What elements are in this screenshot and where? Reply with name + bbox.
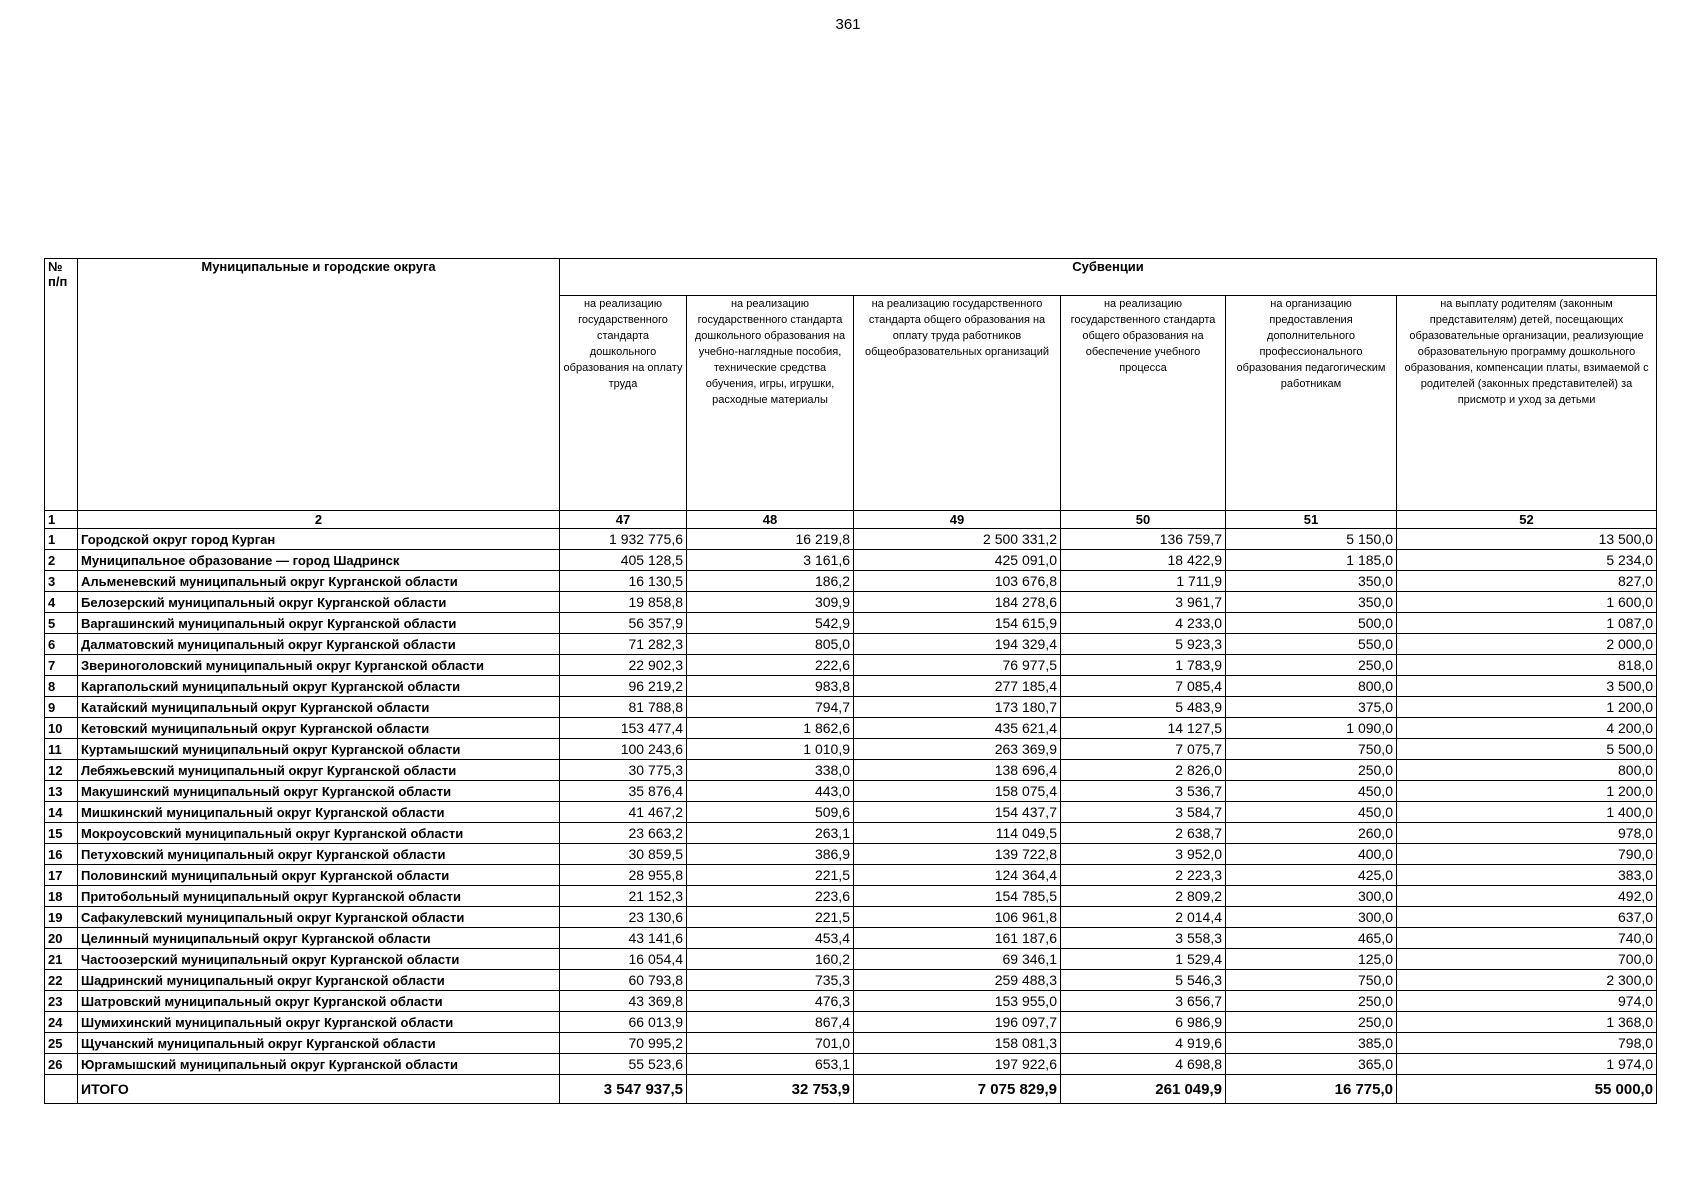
row-index: 20: [45, 928, 78, 949]
row-index: 5: [45, 613, 78, 634]
district-name: Белозерский муниципальный округ Курганской области: [78, 592, 560, 613]
header-col-47: на реализацию государственного стандарта дошкольного образования на оплату труда: [560, 296, 687, 511]
value-cell: 450,0: [1226, 781, 1397, 802]
value-cell: 3 584,7: [1061, 802, 1226, 823]
value-cell: 500,0: [1226, 613, 1397, 634]
table-row: [45, 613, 1657, 634]
value-cell: 827,0: [1397, 571, 1657, 592]
district-name: Петуховский муниципальный округ Курганской области: [78, 844, 560, 865]
value-cell: 653,1: [687, 1054, 854, 1075]
value-cell: 196 097,7: [854, 1012, 1061, 1033]
table-row: [45, 823, 1657, 844]
value-cell: 1 200,0: [1397, 697, 1657, 718]
column-number: 52: [1397, 511, 1657, 529]
district-name: Шадринский муниципальный округ Курганской области: [78, 970, 560, 991]
value-cell: 259 488,3: [854, 970, 1061, 991]
value-cell: 153 955,0: [854, 991, 1061, 1012]
column-number: 1: [45, 511, 78, 529]
value-cell: 465,0: [1226, 928, 1397, 949]
row-index: 16: [45, 844, 78, 865]
value-cell: 16 054,4: [560, 949, 687, 970]
value-cell: 5 923,3: [1061, 634, 1226, 655]
value-cell: 250,0: [1226, 991, 1397, 1012]
table-row: [45, 634, 1657, 655]
total-value: 32 753,9: [687, 1075, 854, 1104]
district-name: Притобольный муниципальный округ Курганской области: [78, 886, 560, 907]
value-cell: 4 233,0: [1061, 613, 1226, 634]
value-cell: 7 075,7: [1061, 739, 1226, 760]
value-cell: 800,0: [1226, 676, 1397, 697]
row-index: 12: [45, 760, 78, 781]
value-cell: 223,6: [687, 886, 854, 907]
value-cell: 160,2: [687, 949, 854, 970]
row-index: 21: [45, 949, 78, 970]
value-cell: 41 467,2: [560, 802, 687, 823]
value-cell: 184 278,6: [854, 592, 1061, 613]
value-cell: 56 357,9: [560, 613, 687, 634]
value-cell: 1 974,0: [1397, 1054, 1657, 1075]
value-cell: 1 783,9: [1061, 655, 1226, 676]
value-cell: 250,0: [1226, 760, 1397, 781]
value-cell: 66 013,9: [560, 1012, 687, 1033]
district-name: Юргамышский муниципальный округ Курганской области: [78, 1054, 560, 1075]
row-index: 26: [45, 1054, 78, 1075]
value-cell: 70 995,2: [560, 1033, 687, 1054]
district-name: Звериноголовский муниципальный округ Курганской области: [78, 655, 560, 676]
table-row: [45, 676, 1657, 697]
value-cell: 338,0: [687, 760, 854, 781]
value-cell: 221,5: [687, 865, 854, 886]
value-cell: 124 364,4: [854, 865, 1061, 886]
value-cell: 450,0: [1226, 802, 1397, 823]
column-number: 49: [854, 511, 1061, 529]
header-col-52: на выплату родителям (законным представителям) детей, посещающих образовательные организации, реализующие образовательную программу дошкольного образования, компенсации платы, взимаемой с родителей (законных представителей) за присмотр и уход за детьми: [1397, 296, 1657, 511]
value-cell: 19 858,8: [560, 592, 687, 613]
row-index: 18: [45, 886, 78, 907]
total-row: [45, 1075, 1657, 1104]
row-index: 10: [45, 718, 78, 739]
value-cell: 700,0: [1397, 949, 1657, 970]
subventions-table: [44, 258, 1657, 1104]
row-index: 23: [45, 991, 78, 1012]
value-cell: 1 862,6: [687, 718, 854, 739]
row-index: 14: [45, 802, 78, 823]
header-district: Муниципальные и городские округа: [78, 259, 560, 511]
table-row: [45, 949, 1657, 970]
value-cell: 21 152,3: [560, 886, 687, 907]
value-cell: 154 615,9: [854, 613, 1061, 634]
header-col-50: на реализацию государственного стандарта общего образования на обеспечение учебного процесса: [1061, 296, 1226, 511]
value-cell: 790,0: [1397, 844, 1657, 865]
value-cell: 701,0: [687, 1033, 854, 1054]
column-number: 48: [687, 511, 854, 529]
value-cell: 60 793,8: [560, 970, 687, 991]
row-index: 6: [45, 634, 78, 655]
value-cell: 386,9: [687, 844, 854, 865]
value-cell: 1 010,9: [687, 739, 854, 760]
value-cell: 5 483,9: [1061, 697, 1226, 718]
value-cell: 350,0: [1226, 571, 1397, 592]
table-row: [45, 739, 1657, 760]
district-name: Куртамышский муниципальный округ Курганской области: [78, 739, 560, 760]
value-cell: 1 711,9: [1061, 571, 1226, 592]
value-cell: 81 788,8: [560, 697, 687, 718]
value-cell: 154 785,5: [854, 886, 1061, 907]
value-cell: 161 187,6: [854, 928, 1061, 949]
value-cell: 735,3: [687, 970, 854, 991]
value-cell: 30 775,3: [560, 760, 687, 781]
row-index: 4: [45, 592, 78, 613]
row-index: 22: [45, 970, 78, 991]
value-cell: 3 952,0: [1061, 844, 1226, 865]
district-name: Частоозерский муниципальный округ Курганской области: [78, 949, 560, 970]
row-index: 19: [45, 907, 78, 928]
total-label: ИТОГО: [78, 1075, 560, 1104]
value-cell: 542,9: [687, 613, 854, 634]
value-cell: 154 437,7: [854, 802, 1061, 823]
header-col-51: на организацию предоставления дополнительного профессионального образования педагогическим работникам: [1226, 296, 1397, 511]
value-cell: 7 085,4: [1061, 676, 1226, 697]
table-row: [45, 991, 1657, 1012]
value-cell: 260,0: [1226, 823, 1397, 844]
total-value: 16 775,0: [1226, 1075, 1397, 1104]
total-value: 3 547 937,5: [560, 1075, 687, 1104]
header-col-48: на реализацию государственного стандарта дошкольного образования на учебно-наглядные пособия, технические средства обучения, игры, игрушки, расходные материалы: [687, 296, 854, 511]
value-cell: 197 922,6: [854, 1054, 1061, 1075]
value-cell: 425,0: [1226, 865, 1397, 886]
table-row: [45, 1012, 1657, 1033]
value-cell: 4 919,6: [1061, 1033, 1226, 1054]
row-index: 17: [45, 865, 78, 886]
district-name: Половинский муниципальный округ Курганской области: [78, 865, 560, 886]
value-cell: 2 809,2: [1061, 886, 1226, 907]
value-cell: 5 500,0: [1397, 739, 1657, 760]
total-value: 55 000,0: [1397, 1075, 1657, 1104]
value-cell: 221,5: [687, 907, 854, 928]
value-cell: 4 200,0: [1397, 718, 1657, 739]
table-row: [45, 1054, 1657, 1075]
value-cell: 2 223,3: [1061, 865, 1226, 886]
value-cell: 250,0: [1226, 655, 1397, 676]
value-cell: 136 759,7: [1061, 529, 1226, 550]
table-row: [45, 802, 1657, 823]
header-row-top: [45, 259, 1657, 296]
district-name: Кетовский муниципальный округ Курганской области: [78, 718, 560, 739]
table-row: [45, 655, 1657, 676]
value-cell: 16 219,8: [687, 529, 854, 550]
row-index: 2: [45, 550, 78, 571]
value-cell: 3 500,0: [1397, 676, 1657, 697]
value-cell: 158 081,3: [854, 1033, 1061, 1054]
value-cell: 740,0: [1397, 928, 1657, 949]
district-name: Щучанский муниципальный округ Курганской области: [78, 1033, 560, 1054]
table-row: [45, 571, 1657, 592]
value-cell: 443,0: [687, 781, 854, 802]
value-cell: 5 150,0: [1226, 529, 1397, 550]
value-cell: 103 676,8: [854, 571, 1061, 592]
row-index: 3: [45, 571, 78, 592]
value-cell: 983,8: [687, 676, 854, 697]
value-cell: 1 185,0: [1226, 550, 1397, 571]
value-cell: 35 876,4: [560, 781, 687, 802]
value-cell: 18 422,9: [1061, 550, 1226, 571]
row-index: 9: [45, 697, 78, 718]
value-cell: 798,0: [1397, 1033, 1657, 1054]
table-row: [45, 592, 1657, 613]
table-row: [45, 928, 1657, 949]
value-cell: 800,0: [1397, 760, 1657, 781]
value-cell: 2 638,7: [1061, 823, 1226, 844]
value-cell: 6 986,9: [1061, 1012, 1226, 1033]
district-name: Шумихинский муниципальный округ Курганской области: [78, 1012, 560, 1033]
value-cell: 139 722,8: [854, 844, 1061, 865]
value-cell: 173 180,7: [854, 697, 1061, 718]
value-cell: 138 696,4: [854, 760, 1061, 781]
value-cell: 14 127,5: [1061, 718, 1226, 739]
column-number: 2: [78, 511, 560, 529]
value-cell: 69 346,1: [854, 949, 1061, 970]
value-cell: 383,0: [1397, 865, 1657, 886]
district-name: Городской округ город Курган: [78, 529, 560, 550]
row-index: 1: [45, 529, 78, 550]
value-cell: 5 546,3: [1061, 970, 1226, 991]
value-cell: 867,4: [687, 1012, 854, 1033]
value-cell: 350,0: [1226, 592, 1397, 613]
row-index: 7: [45, 655, 78, 676]
header-index: № п/п: [45, 259, 78, 511]
value-cell: 309,9: [687, 592, 854, 613]
table-row: [45, 718, 1657, 739]
value-cell: 3 558,3: [1061, 928, 1226, 949]
value-cell: 3 161,6: [687, 550, 854, 571]
value-cell: 250,0: [1226, 1012, 1397, 1033]
value-cell: 96 219,2: [560, 676, 687, 697]
value-cell: 16 130,5: [560, 571, 687, 592]
value-cell: 30 859,5: [560, 844, 687, 865]
total-index-empty: [45, 1075, 78, 1104]
header-row-numbers: [45, 511, 1657, 529]
column-number: 51: [1226, 511, 1397, 529]
district-name: Альменевский муниципальный округ Курганской области: [78, 571, 560, 592]
district-name: Шатровский муниципальный округ Курганской области: [78, 991, 560, 1012]
value-cell: 300,0: [1226, 907, 1397, 928]
district-name: Мокроусовский муниципальный округ Курганской области: [78, 823, 560, 844]
district-name: Сафакулевский муниципальный округ Курганской области: [78, 907, 560, 928]
value-cell: 637,0: [1397, 907, 1657, 928]
value-cell: 1 090,0: [1226, 718, 1397, 739]
column-number: 47: [560, 511, 687, 529]
value-cell: 425 091,0: [854, 550, 1061, 571]
table-row: [45, 550, 1657, 571]
table-row: [45, 697, 1657, 718]
district-name: Мишкинский муниципальный округ Курганской области: [78, 802, 560, 823]
value-cell: 263,1: [687, 823, 854, 844]
value-cell: 2 000,0: [1397, 634, 1657, 655]
value-cell: 550,0: [1226, 634, 1397, 655]
table-row: [45, 844, 1657, 865]
value-cell: 106 961,8: [854, 907, 1061, 928]
value-cell: 28 955,8: [560, 865, 687, 886]
value-cell: 3 536,7: [1061, 781, 1226, 802]
district-name: Катайский муниципальный округ Курганской области: [78, 697, 560, 718]
table-row: [45, 529, 1657, 550]
value-cell: 1 932 775,6: [560, 529, 687, 550]
value-cell: 55 523,6: [560, 1054, 687, 1075]
value-cell: 794,7: [687, 697, 854, 718]
value-cell: 750,0: [1226, 739, 1397, 760]
row-index: 15: [45, 823, 78, 844]
row-index: 25: [45, 1033, 78, 1054]
district-name: Варгашинский муниципальный округ Курганской области: [78, 613, 560, 634]
page-number: 361: [835, 16, 861, 33]
value-cell: 2 014,4: [1061, 907, 1226, 928]
table-row: [45, 886, 1657, 907]
value-cell: 492,0: [1397, 886, 1657, 907]
value-cell: 400,0: [1226, 844, 1397, 865]
value-cell: 365,0: [1226, 1054, 1397, 1075]
district-name: Макушинский муниципальный округ Курганской области: [78, 781, 560, 802]
value-cell: 22 902,3: [560, 655, 687, 676]
row-index: 8: [45, 676, 78, 697]
value-cell: 263 369,9: [854, 739, 1061, 760]
value-cell: 509,6: [687, 802, 854, 823]
value-cell: 186,2: [687, 571, 854, 592]
value-cell: 2 826,0: [1061, 760, 1226, 781]
row-index: 13: [45, 781, 78, 802]
value-cell: 1 600,0: [1397, 592, 1657, 613]
value-cell: 222,6: [687, 655, 854, 676]
value-cell: 453,4: [687, 928, 854, 949]
value-cell: 277 185,4: [854, 676, 1061, 697]
table-row: [45, 1033, 1657, 1054]
district-name: Далматовский муниципальный округ Курганской области: [78, 634, 560, 655]
header-subventions: Субвенции: [560, 259, 1657, 296]
table-row: [45, 865, 1657, 886]
value-cell: 1 200,0: [1397, 781, 1657, 802]
value-cell: 23 130,6: [560, 907, 687, 928]
value-cell: 385,0: [1226, 1033, 1397, 1054]
value-cell: 2 500 331,2: [854, 529, 1061, 550]
district-name: Лебяжьевский муниципальный округ Курганской области: [78, 760, 560, 781]
value-cell: 1 529,4: [1061, 949, 1226, 970]
value-cell: 805,0: [687, 634, 854, 655]
value-cell: 114 049,5: [854, 823, 1061, 844]
value-cell: 3 961,7: [1061, 592, 1226, 613]
value-cell: 4 698,8: [1061, 1054, 1226, 1075]
value-cell: 158 075,4: [854, 781, 1061, 802]
value-cell: 405 128,5: [560, 550, 687, 571]
district-name: Каргапольский муниципальный округ Курганской области: [78, 676, 560, 697]
value-cell: 375,0: [1226, 697, 1397, 718]
value-cell: 194 329,4: [854, 634, 1061, 655]
value-cell: 978,0: [1397, 823, 1657, 844]
value-cell: 23 663,2: [560, 823, 687, 844]
value-cell: 43 141,6: [560, 928, 687, 949]
value-cell: 1 368,0: [1397, 1012, 1657, 1033]
column-number: 50: [1061, 511, 1226, 529]
value-cell: 3 656,7: [1061, 991, 1226, 1012]
value-cell: 43 369,8: [560, 991, 687, 1012]
value-cell: 750,0: [1226, 970, 1397, 991]
district-name: Целинный муниципальный округ Курганской области: [78, 928, 560, 949]
table-row: [45, 760, 1657, 781]
value-cell: 153 477,4: [560, 718, 687, 739]
value-cell: 13 500,0: [1397, 529, 1657, 550]
value-cell: 76 977,5: [854, 655, 1061, 676]
row-index: 11: [45, 739, 78, 760]
total-value: 7 075 829,9: [854, 1075, 1061, 1104]
value-cell: 100 243,6: [560, 739, 687, 760]
district-name: Муниципальное образование — город Шадринск: [78, 550, 560, 571]
value-cell: 2 300,0: [1397, 970, 1657, 991]
value-cell: 125,0: [1226, 949, 1397, 970]
value-cell: 974,0: [1397, 991, 1657, 1012]
value-cell: 818,0: [1397, 655, 1657, 676]
table-row: [45, 907, 1657, 928]
value-cell: 476,3: [687, 991, 854, 1012]
value-cell: 435 621,4: [854, 718, 1061, 739]
value-cell: 1 400,0: [1397, 802, 1657, 823]
value-cell: 71 282,3: [560, 634, 687, 655]
value-cell: 300,0: [1226, 886, 1397, 907]
table-row: [45, 970, 1657, 991]
header-col-49: на реализацию государственного стандарта общего образования на оплату труда работников общеобразовательных организаций: [854, 296, 1061, 511]
value-cell: 1 087,0: [1397, 613, 1657, 634]
row-index: 24: [45, 1012, 78, 1033]
table-row: [45, 781, 1657, 802]
total-value: 261 049,9: [1061, 1075, 1226, 1104]
value-cell: 5 234,0: [1397, 550, 1657, 571]
